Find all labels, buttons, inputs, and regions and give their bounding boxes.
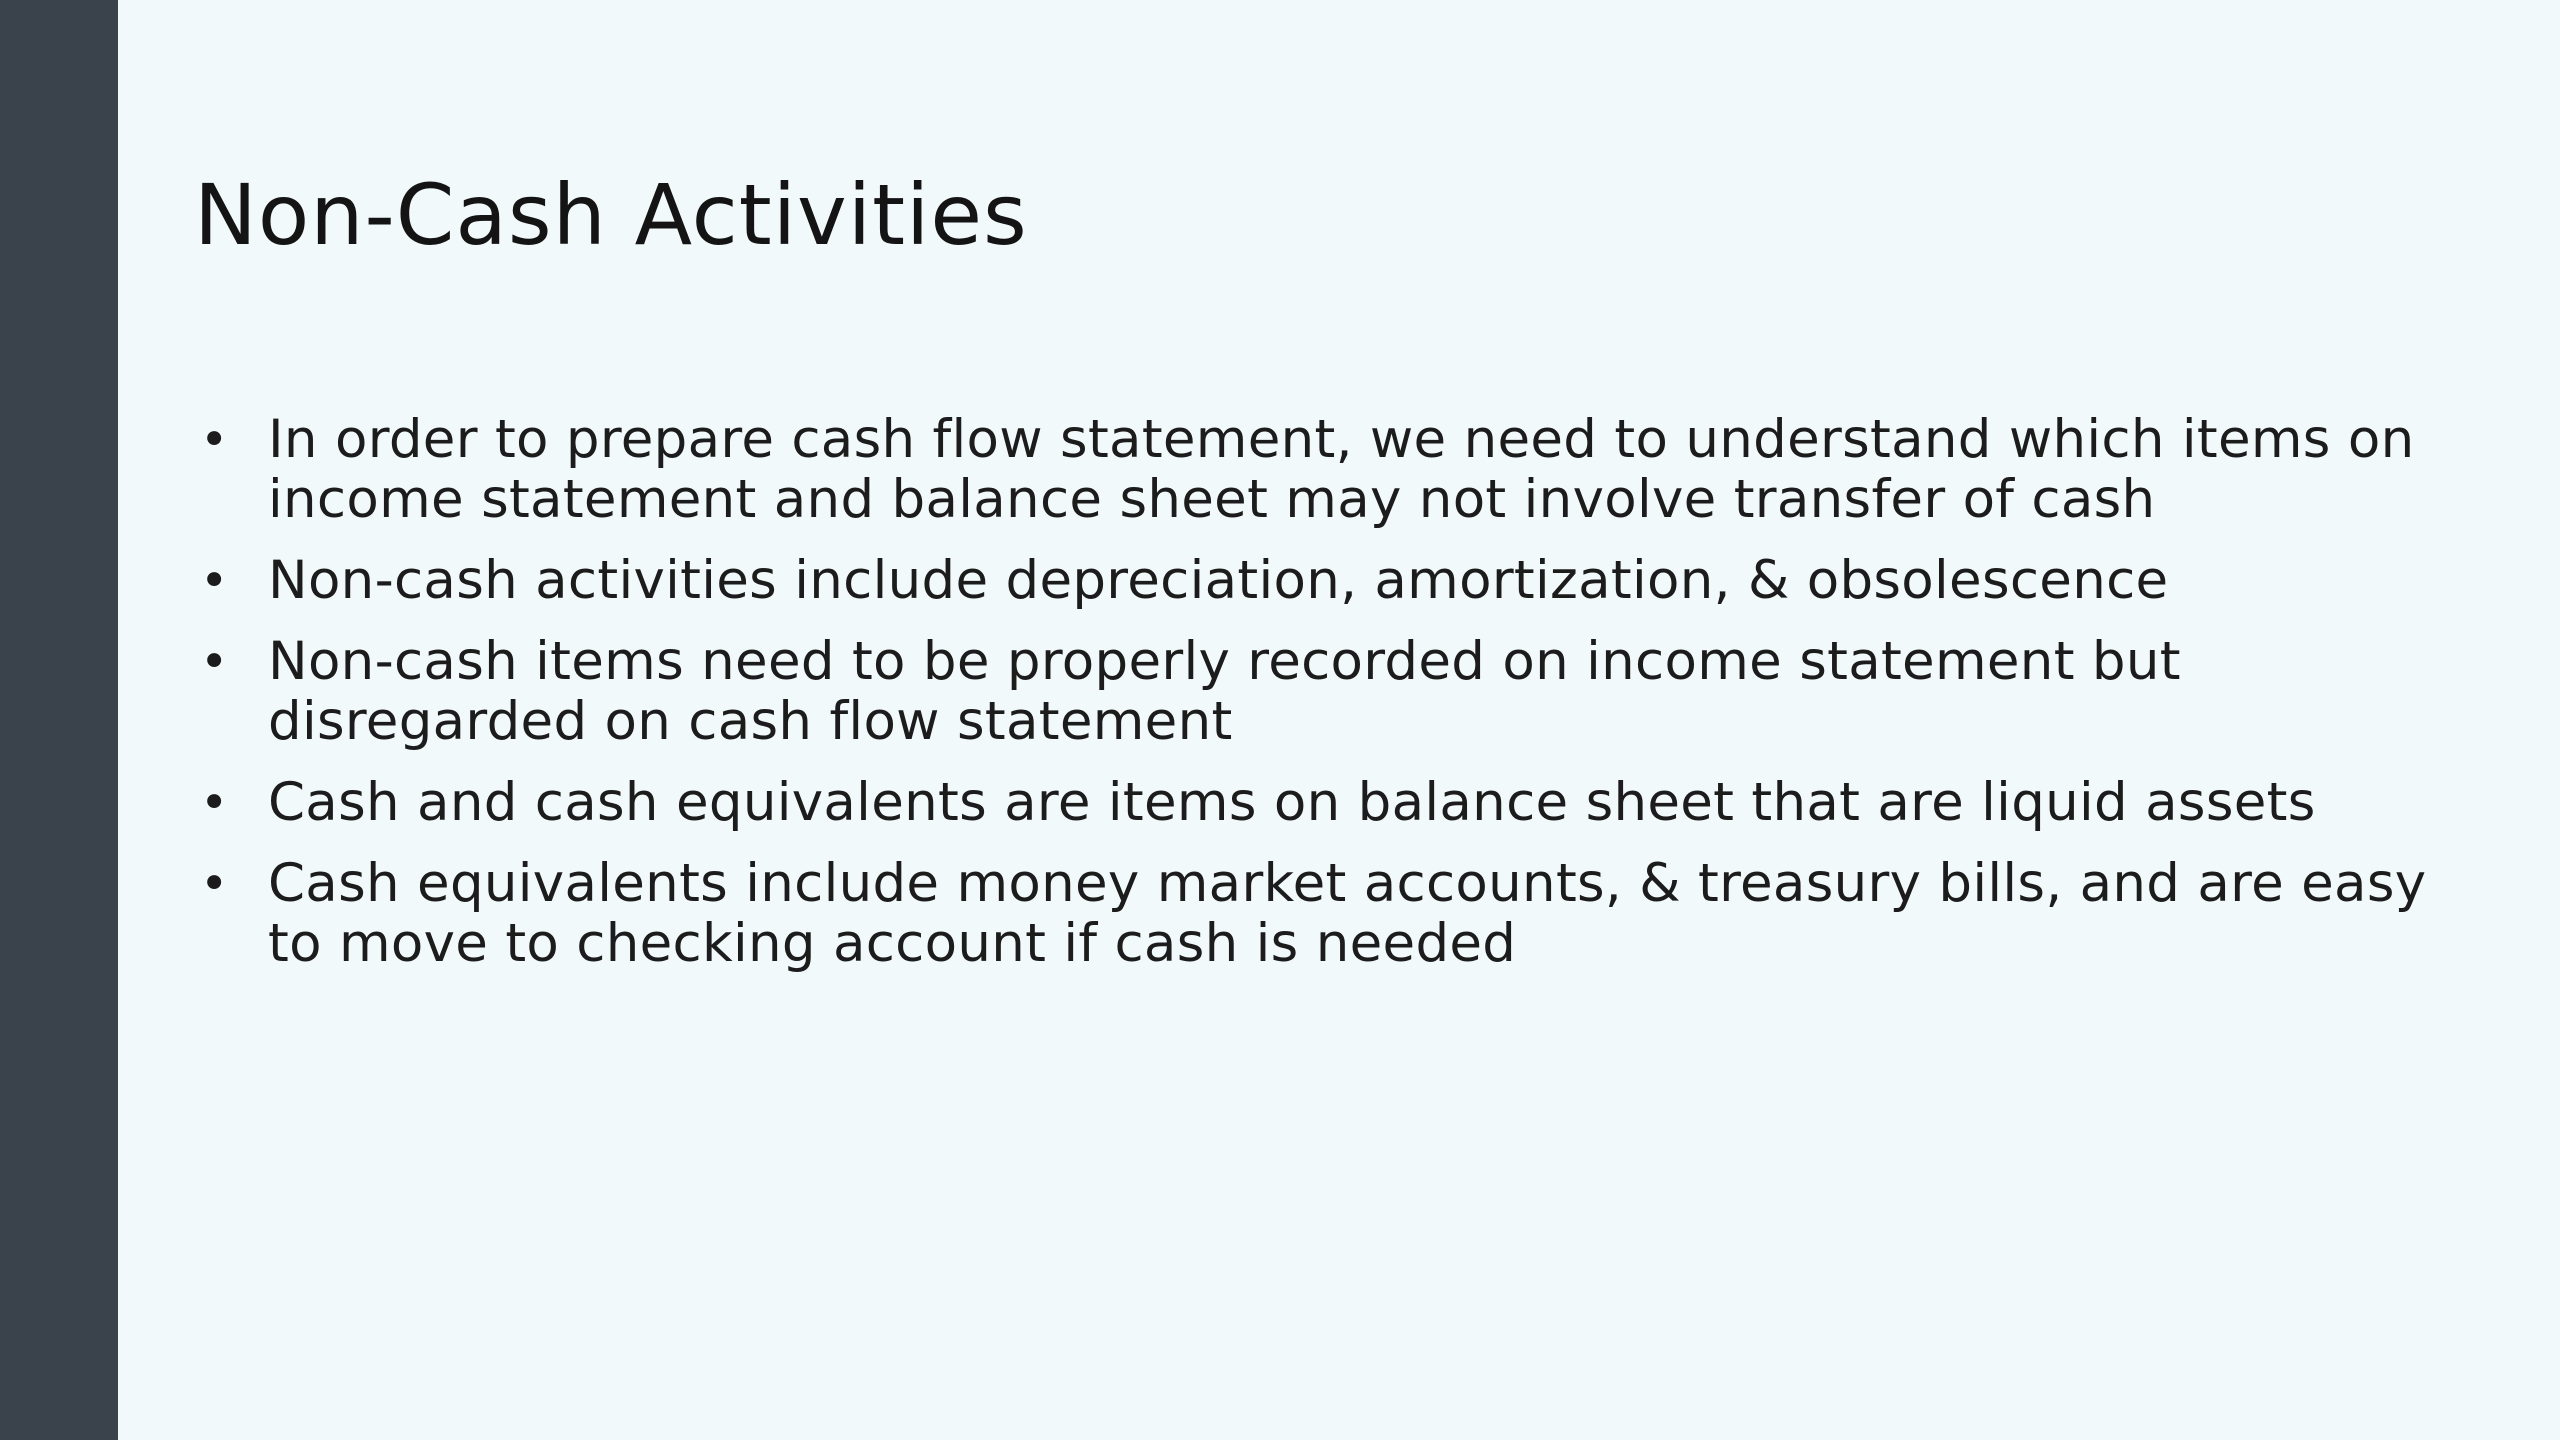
bullet-point-icon: • (200, 856, 229, 912)
slide-title: Non-Cash Activities (194, 166, 1028, 264)
bullet-point-icon: • (200, 634, 229, 690)
bullet-item (200, 632, 2440, 752)
bullet-list (200, 410, 2440, 995)
bullet-point-icon: • (200, 553, 229, 609)
bullet-item (200, 410, 2440, 530)
slide-side-bar (0, 0, 118, 1440)
bullet-item (200, 854, 2440, 974)
bullet-text: Cash and cash equivalents are items on balance sheet that are liquid assets (268, 772, 2316, 833)
bullet-point-icon: • (200, 775, 229, 831)
bullet-item (200, 773, 2440, 833)
bullet-point-icon: • (200, 412, 229, 468)
bullet-text: Non-cash items need to be properly recorded on income statement but disregarded on cash flow statement (268, 631, 2181, 752)
bullet-text: Non-cash activities include depreciation, amortization, & obsolescence (268, 550, 2169, 611)
bullet-text: Cash equivalents include money market accounts, & treasury bills, and are easy to move to checking account if cash is needed (268, 853, 2427, 974)
bullet-text: In order to prepare cash flow statement, we need to understand which items on income statement and balance sheet may not involve transfer of cash (268, 409, 2415, 530)
bullet-item (200, 551, 2440, 611)
